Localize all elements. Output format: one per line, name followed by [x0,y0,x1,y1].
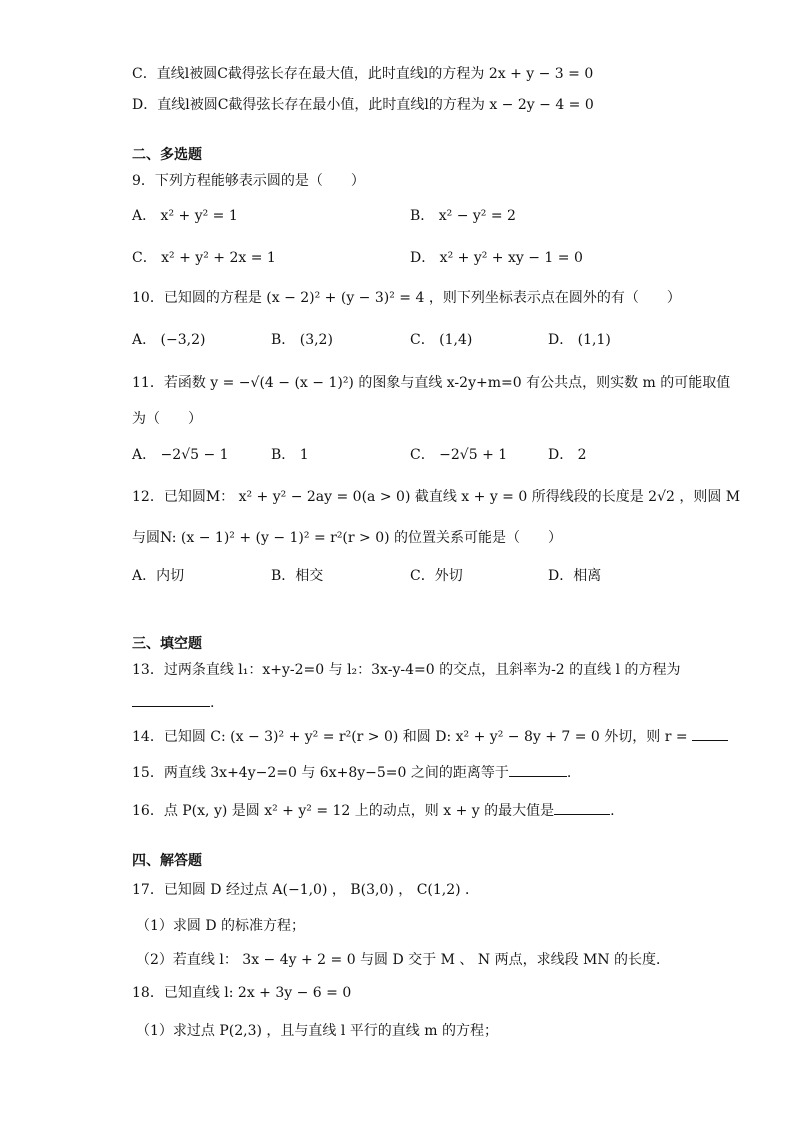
q18-part1: （1）求过点 P(2,3) ，且与直线 l 平行的直线 m 的方程； [136,1023,498,1039]
q12-stem-line1: 12．已知圆M： x² + y² − 2ay = 0(a > 0) 截直线 x + y = 0 所得线段的长度是 2√2 ，则圆 M [132,489,741,505]
q12-option-a: A．内切 [132,568,185,584]
q8-option-d: D．直线l被圆C截得弦长存在最小值，此时直线l的方程为 x − 2y − 4 = 0 [132,97,594,113]
q10-stem: 10．已知圆的方程是 (x − 2)² + (y − 3)² = 4 ，则下列坐标表示点在圆外的有（ ） [132,290,681,306]
q11-option-b: B． 1 [271,447,309,463]
q17-stem: 17．已知圆 D 经过点 A(−1,0) ， B(3,0) ， C(1,2) ． [132,882,480,898]
section-heading-fill-in: 三、填空题 [132,636,202,652]
q15-line [132,762,571,783]
q17-part2: （2）若直线 l： 3x − 4y + 2 = 0 与圆 D 交于 M 、 N 两点，求线段 MN 的长度． [136,952,671,968]
section-heading-solutions: 四、解答题 [132,853,202,869]
q17-part1: （1）求圆 D 的标准方程； [136,918,306,934]
q13-stem: 13．过两条直线 l₁：x+y-2=0 与 l₂：3x-y-4=0 的交点，且斜率为-2 的直线 l 的方程为 [132,662,681,678]
q16-end: . [610,803,615,819]
q12-option-d: D．相离 [548,568,602,584]
q12-option-c: C．外切 [410,568,463,584]
q15-end: . [566,765,572,781]
q16-line [132,800,615,821]
q12-option-b: B．相交 [271,568,324,584]
q10-option-c: C． (1,4) [410,332,473,348]
q14-stem: 14．已知圆 C: (x − 3)² + y² = r²(r > 0) 和圆 D: x² + y² − 8y + 7 = 0 外切，则 r = [132,729,688,745]
q10-option-b: B． (3,2) [271,332,333,348]
q11-stem-line1: 11．若函数 y = −√(4 − (x − 1)²) 的图象与直线 x-2y+m=0 有公共点，则实数 m 的可能取值 [132,375,731,391]
q11-option-d: D． 2 [548,447,587,463]
q13-answer-blank: . [132,692,214,713]
q16-stem: 16．点 P(x, y) 是圆 x² + y² = 12 上的动点，则 x + y 的最大值是 [132,803,555,819]
q18-stem: 18．已知直线 l: 2x + 3y − 6 = 0 [132,985,352,1001]
q10-option-d: D． (1,1) [548,332,611,348]
q9-stem: 9．下列方程能够表示圆的是（ ） [132,173,365,189]
q9-option-c: C． x² + y² + 2x = 1 [132,250,276,266]
q14-line [132,726,728,747]
q11-stem-line2: 为（ ） [132,411,202,427]
q9-option-a: A． x² + y² = 1 [132,208,238,224]
section-heading-multi-choice: 二、多选题 [132,147,202,163]
q12-stem-line2: 与圆N: (x − 1)² + (y − 1)² = r²(r > 0) 的位置关系可能是（ ） [132,530,563,546]
answer-blank[interactable] [132,692,210,707]
q8-option-c: C．直线l被圆C截得弦长存在最大值，此时直线l的方程为 2x + y − 3 = 0 [132,66,594,82]
q10-option-a: A． (−3,2) [132,332,206,348]
q11-option-c: C． −2√5 + 1 [410,447,508,463]
q9-option-b: B． x² − y² = 2 [410,208,516,224]
answer-blank[interactable] [692,726,728,741]
q15-stem: 15．两直线 3x+4y−2=0 与 6x+8y−5=0 之间的距离等于 [132,765,509,781]
answer-blank[interactable] [554,800,610,815]
answer-blank[interactable] [509,762,567,777]
q11-option-a: A． −2√5 − 1 [132,447,229,463]
q9-option-d: D． x² + y² + xy − 1 = 0 [410,250,583,266]
